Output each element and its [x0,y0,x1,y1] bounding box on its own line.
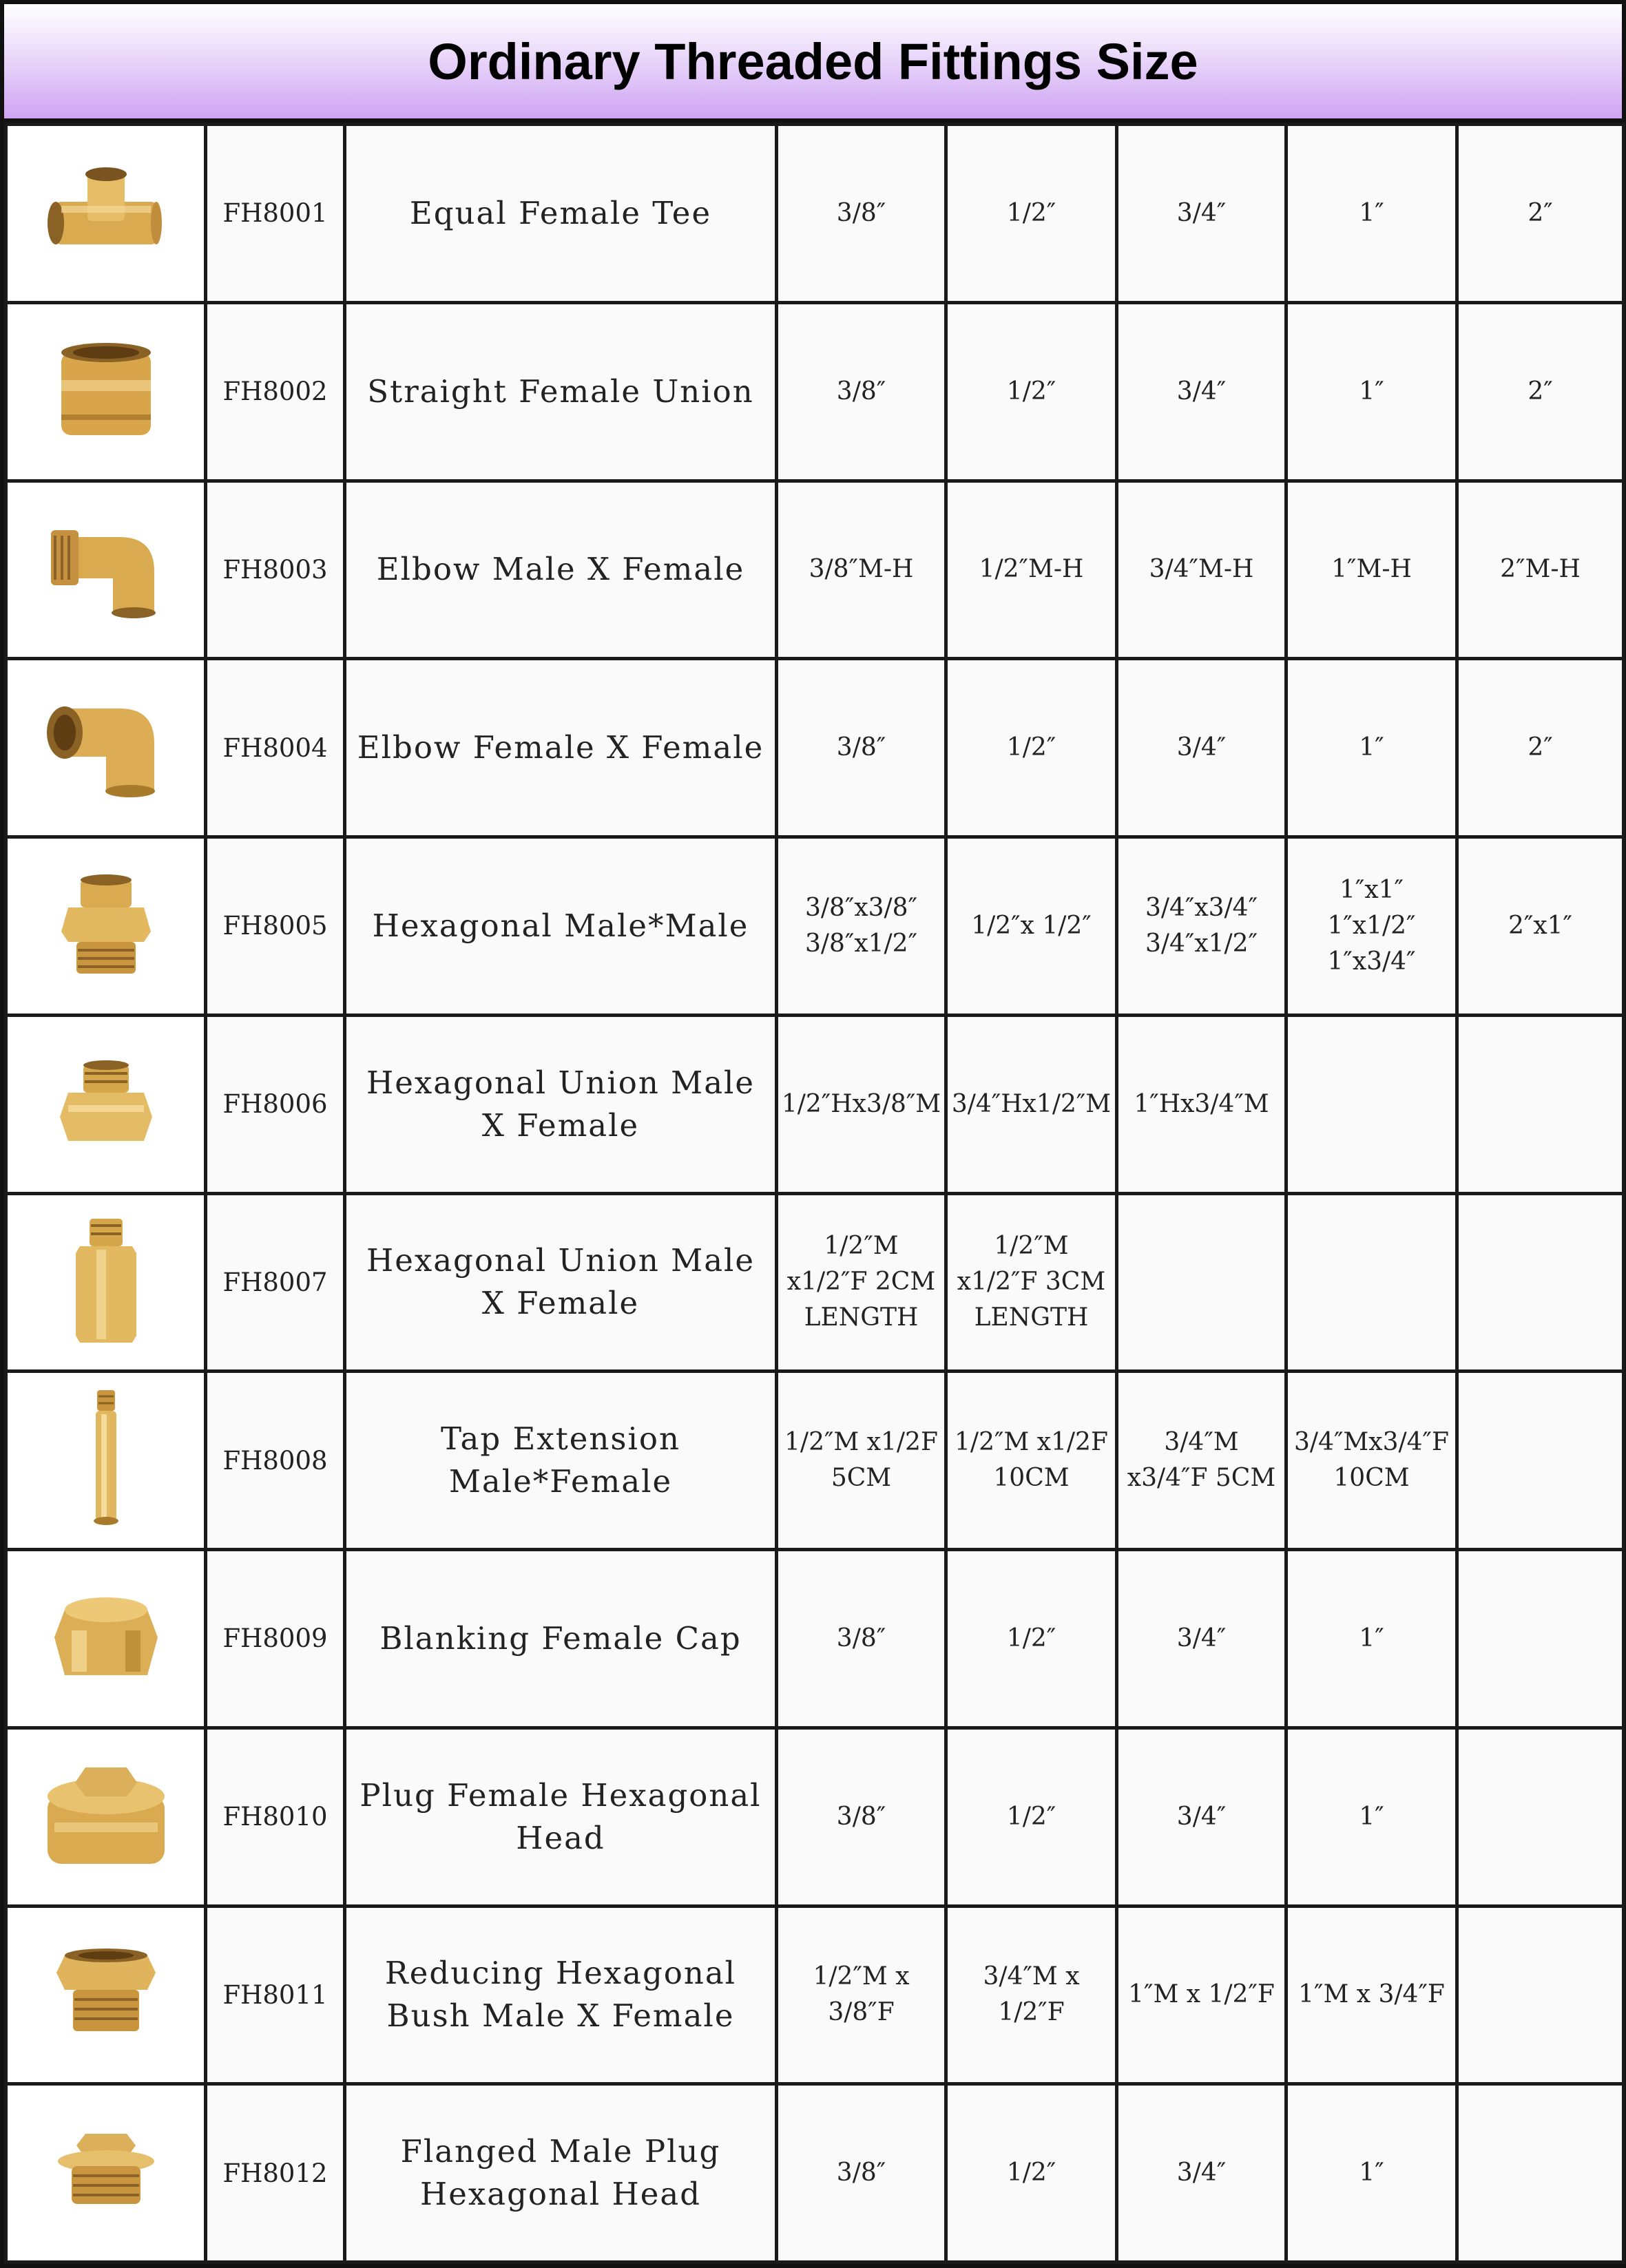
elbow-male-female-icon [8,510,204,629]
product-code: FH8006 [206,1015,345,1193]
size-cell: 1/2″M x1/2F 10CM [946,1372,1117,1550]
size-cell: 3/8″ [777,125,946,303]
size-cell: 3/4″ [1117,659,1286,837]
size-cell [1457,2084,1624,2262]
size-cell: 2″M-H [1457,481,1624,659]
table-row [6,1728,1624,1906]
product-name: Elbow Female X Female [345,659,777,837]
size-cell [1457,1728,1624,1906]
size-cell: 3/4″x3/4″ 3/4″x1/2″ [1117,837,1286,1016]
size-cell: 3/4″ [1117,1550,1286,1728]
size-cell: 1/2″x 1/2″ [946,837,1117,1016]
size-cell: 1/2″M-H [946,481,1117,659]
plug-hex-head-icon [8,1754,204,1880]
product-image-cell [6,302,206,481]
product-image-cell [6,1728,206,1906]
flanged-plug-icon [8,2123,204,2223]
size-cell: 2″ [1457,125,1624,303]
table-row [6,302,1624,481]
tap-extension-icon [8,1387,204,1534]
size-cell: 3/4″ [1117,2084,1286,2262]
product-code: FH8004 [206,659,345,837]
table-row [6,1193,1624,1372]
product-code: FH8001 [206,125,345,303]
size-cell: 1″ [1286,1550,1457,1728]
size-cell: 1/2″M x1/2″F 2CM LENGTH [777,1193,946,1372]
size-cell: 3/4″M-H [1117,481,1286,659]
size-cell: 3/8″M-H [777,481,946,659]
size-cell: 1″ [1286,125,1457,303]
size-cell: 1/2″ [946,1728,1117,1906]
table-row [6,837,1624,1016]
blanking-cap-icon [8,1582,204,1695]
table-row [6,2084,1624,2262]
size-cell: 3/4″M x 1/2″F [946,1906,1117,2084]
size-cell: 3/4″ [1117,125,1286,303]
size-cell: 1/2″Hx3/8″M [777,1015,946,1193]
size-cell: 3/8″ [777,2084,946,2262]
product-code: FH8002 [206,302,345,481]
product-image-cell [6,1372,206,1550]
size-cell: 1/2″M x1/2F 5CM [777,1372,946,1550]
size-cell: 3/8″ [777,302,946,481]
product-name: Straight Female Union [345,302,777,481]
size-cell: 3/8″ [777,1728,946,1906]
size-cell: 3/8″ [777,659,946,837]
product-name: Equal Female Tee [345,125,777,303]
hex-extension-icon [8,1212,204,1352]
product-name: Tap Extension Male*Female [345,1372,777,1550]
size-cell: 1/2″M x1/2″F 3CM LENGTH [946,1193,1117,1372]
elbow-female-female-icon [8,688,204,808]
hexagonal-nipple-icon [8,866,204,986]
tee-fitting-icon [8,160,204,266]
size-cell [1457,1372,1624,1550]
size-cell: 2″ [1457,302,1624,481]
size-cell [1457,1015,1624,1193]
size-cell: 3/8″x3/8″ 3/8″x1/2″ [777,837,946,1016]
product-image-cell [6,1550,206,1728]
size-cell [1457,1550,1624,1728]
size-cell: 1″ [1286,302,1457,481]
size-cell [1457,1193,1624,1372]
product-code: FH8003 [206,481,345,659]
size-cell: 1/2″ [946,1550,1117,1728]
size-cell: 3/4″M x3/4″F 5CM [1117,1372,1286,1550]
product-image-cell [6,125,206,303]
size-cell: 1″ [1286,2084,1457,2262]
product-code: FH8009 [206,1550,345,1728]
product-image-cell [6,837,206,1016]
product-code: FH8007 [206,1193,345,1372]
product-name: Flanged Male Plug Hexagonal Head [345,2084,777,2262]
table-row [6,481,1624,659]
product-image-cell [6,659,206,837]
size-cell [1117,1193,1286,1372]
title-banner [4,4,1622,123]
size-cell: 1/2″M x 3/8″F [777,1906,946,2084]
size-cell: 3/4″Hx1/2″M [946,1015,1117,1193]
product-code: FH8010 [206,1728,345,1906]
product-code: FH8012 [206,2084,345,2262]
reducing-bush-icon [8,1935,204,2055]
size-cell: 1″M x 1/2″F [1117,1906,1286,2084]
size-cell: 3/4″ [1117,302,1286,481]
size-cell: 1″ [1286,1728,1457,1906]
table-row [6,1015,1624,1193]
page-title: Ordinary Threaded Fittings Size [428,32,1198,90]
size-cell: 1″Hx3/4″M [1117,1015,1286,1193]
product-code: FH8011 [206,1906,345,2084]
product-image-cell [6,1015,206,1193]
product-image-cell [6,481,206,659]
size-cell: 1/2″ [946,302,1117,481]
product-name: Plug Female Hexagonal Head [345,1728,777,1906]
table-row [6,1906,1624,2084]
product-name: Hexagonal Union Male X Female [345,1193,777,1372]
product-image-cell [6,1906,206,2084]
size-cell: 3/4″Mx3/4″F 10CM [1286,1372,1457,1550]
hex-union-male-female-icon [8,1044,204,1164]
size-cell: 3/8″ [777,1550,946,1728]
straight-union-icon [8,332,204,452]
table-row [6,1550,1624,1728]
size-cell: 1/2″ [946,659,1117,837]
product-code: FH8008 [206,1372,345,1550]
size-cell: 1″x1″ 1″x1/2″ 1″x3/4″ [1286,837,1457,1016]
product-name: Hexagonal Union Male X Female [345,1015,777,1193]
size-cell: 1/2″ [946,125,1117,303]
size-cell: 1/2″ [946,2084,1117,2262]
size-cell [1457,1906,1624,2084]
table-row [6,1372,1624,1550]
product-code: FH8005 [206,837,345,1016]
table-row [6,659,1624,837]
size-cell: 2″x1″ [1457,837,1624,1016]
size-cell [1286,1015,1457,1193]
size-cell: 1″ [1286,659,1457,837]
product-image-cell [6,2084,206,2262]
size-cell: 1″M x 3/4″F [1286,1906,1457,2084]
size-cell: 1″M-H [1286,481,1457,659]
size-cell: 3/4″ [1117,1728,1286,1906]
size-cell: 2″ [1457,659,1624,837]
table-row [6,125,1624,303]
product-name: Hexagonal Male*Male [345,837,777,1016]
product-name: Elbow Male X Female [345,481,777,659]
product-name: Blanking Female Cap [345,1550,777,1728]
fittings-table [4,123,1625,2264]
product-image-cell [6,1193,206,1372]
size-cell [1286,1193,1457,1372]
product-name: Reducing Hexagonal Bush Male X Female [345,1906,777,2084]
